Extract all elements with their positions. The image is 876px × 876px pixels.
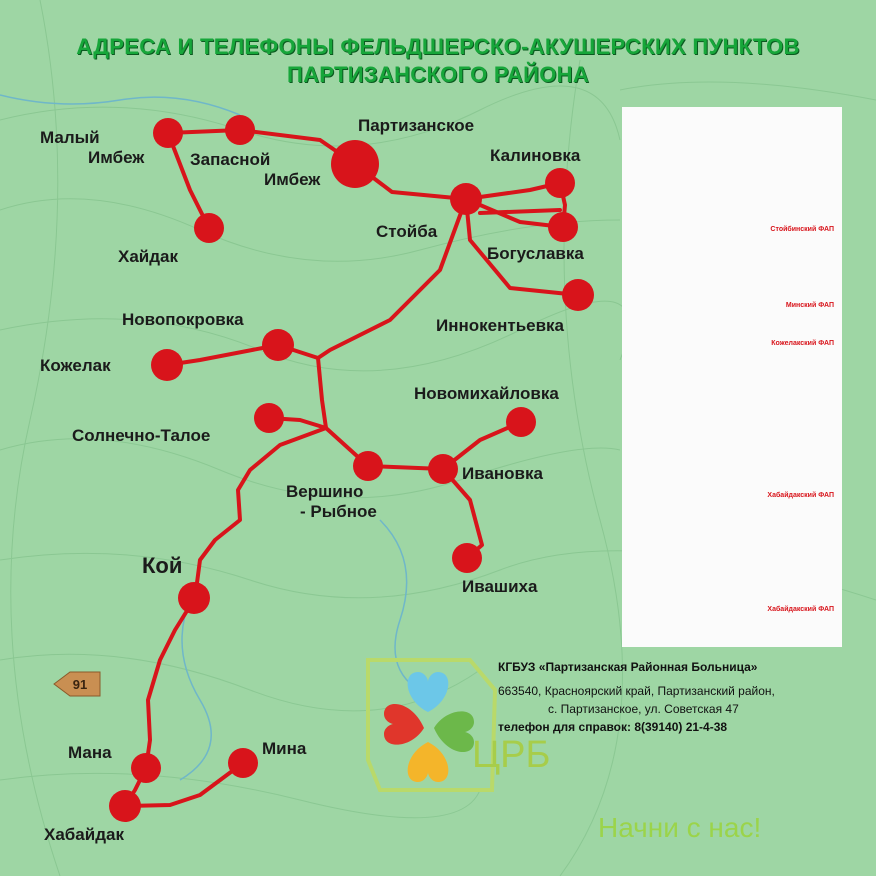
label-kozhelak: Кожелак (40, 356, 111, 375)
contact-entry: Кожелакский ФАП (771, 340, 834, 347)
contact-entry: Хабайдакский ФАП (767, 606, 834, 613)
marker-vershino (353, 451, 383, 481)
label-novopokrovka: Новопокровка (122, 310, 244, 329)
marker-kozhelak (151, 349, 183, 381)
label-mina: Мина (262, 739, 307, 758)
label-boguslavka: Богуславка (487, 244, 584, 263)
contacts-panel (622, 107, 842, 647)
label-innokentyevka: Иннокентьевка (436, 316, 565, 335)
marker-haydak (194, 213, 224, 243)
contact-entry: Минский ФАП (785, 302, 834, 309)
label-khabaydak: Хабайдак (44, 825, 124, 844)
contact-entry: Хабайдакский ФАП (767, 492, 834, 499)
label-vershino-line2: - Рыбное (300, 502, 377, 521)
label-kalinovka: Калиновка (490, 146, 581, 165)
map-title-line2: ПАРТИЗАНСКОГО РАЙОНА (286, 62, 590, 87)
label-vershino-line1: Вершино (286, 482, 364, 501)
contact-entry: Стойбинский ФАП (770, 226, 834, 233)
road-number: 91 (72, 677, 88, 692)
label-ivanovka: Ивановка (462, 464, 543, 483)
marker-khabaydak (109, 790, 141, 822)
label-koy: Кой (142, 553, 183, 578)
org-name: КГБУЗ «Партизанская Районная Больница» (498, 660, 758, 674)
org-phone: телефон для справок: 8(39140) 21-4-38 (498, 720, 728, 734)
marker-kalinovka (545, 168, 575, 198)
map-title-line1: АДРЕСА И ТЕЛЕФОНЫ ФЕЛЬДШЕРСКО-АКУШЕРСКИХ ПУНКТОВ (76, 34, 800, 59)
marker-mana (131, 753, 161, 783)
label-stoyba: Стойба (376, 222, 438, 241)
logo-text: ЦРБ (472, 734, 551, 776)
marker-innokentyevka (562, 279, 594, 311)
label-mana: Мана (68, 743, 112, 762)
slogan: Начни с нас! (598, 812, 762, 843)
label-zapasnoy-imbezh-line2: Имбеж (264, 170, 321, 189)
marker-malyy-imbezh (153, 118, 183, 148)
marker-koy (178, 582, 210, 614)
label-malyy-imbezh-line2: Имбеж (88, 148, 145, 167)
marker-mina (228, 748, 258, 778)
marker-novopokrovka (262, 329, 294, 361)
label-ivashikha: Ивашиха (462, 577, 538, 596)
label-haydak: Хайдак (118, 247, 178, 266)
marker-stoyba (450, 183, 482, 215)
marker-zapasnoy-imbezh (225, 115, 255, 145)
org-address-line1: 663540, Красноярский край, Партизанский район, (498, 684, 775, 698)
org-address-line2: с. Партизанское, ул. Советская 47 (548, 702, 739, 716)
label-partizanskoe: Партизанское (358, 116, 475, 135)
marker-boguslavka (548, 212, 578, 242)
marker-ivanovka (428, 454, 458, 484)
marker-novomikhaylovka (506, 407, 536, 437)
label-zapasnoy-imbezh-line1: Запасной (190, 150, 271, 169)
marker-ivashikha (452, 543, 482, 573)
marker-partizanskoe (331, 140, 379, 188)
label-malyy-imbezh-line1: Малый (40, 128, 100, 147)
marker-solnechno-taloe (254, 403, 284, 433)
label-solnechno-taloe: Солнечно-Талое (72, 426, 211, 445)
label-novomikhaylovka: Новомихайловка (414, 384, 559, 403)
